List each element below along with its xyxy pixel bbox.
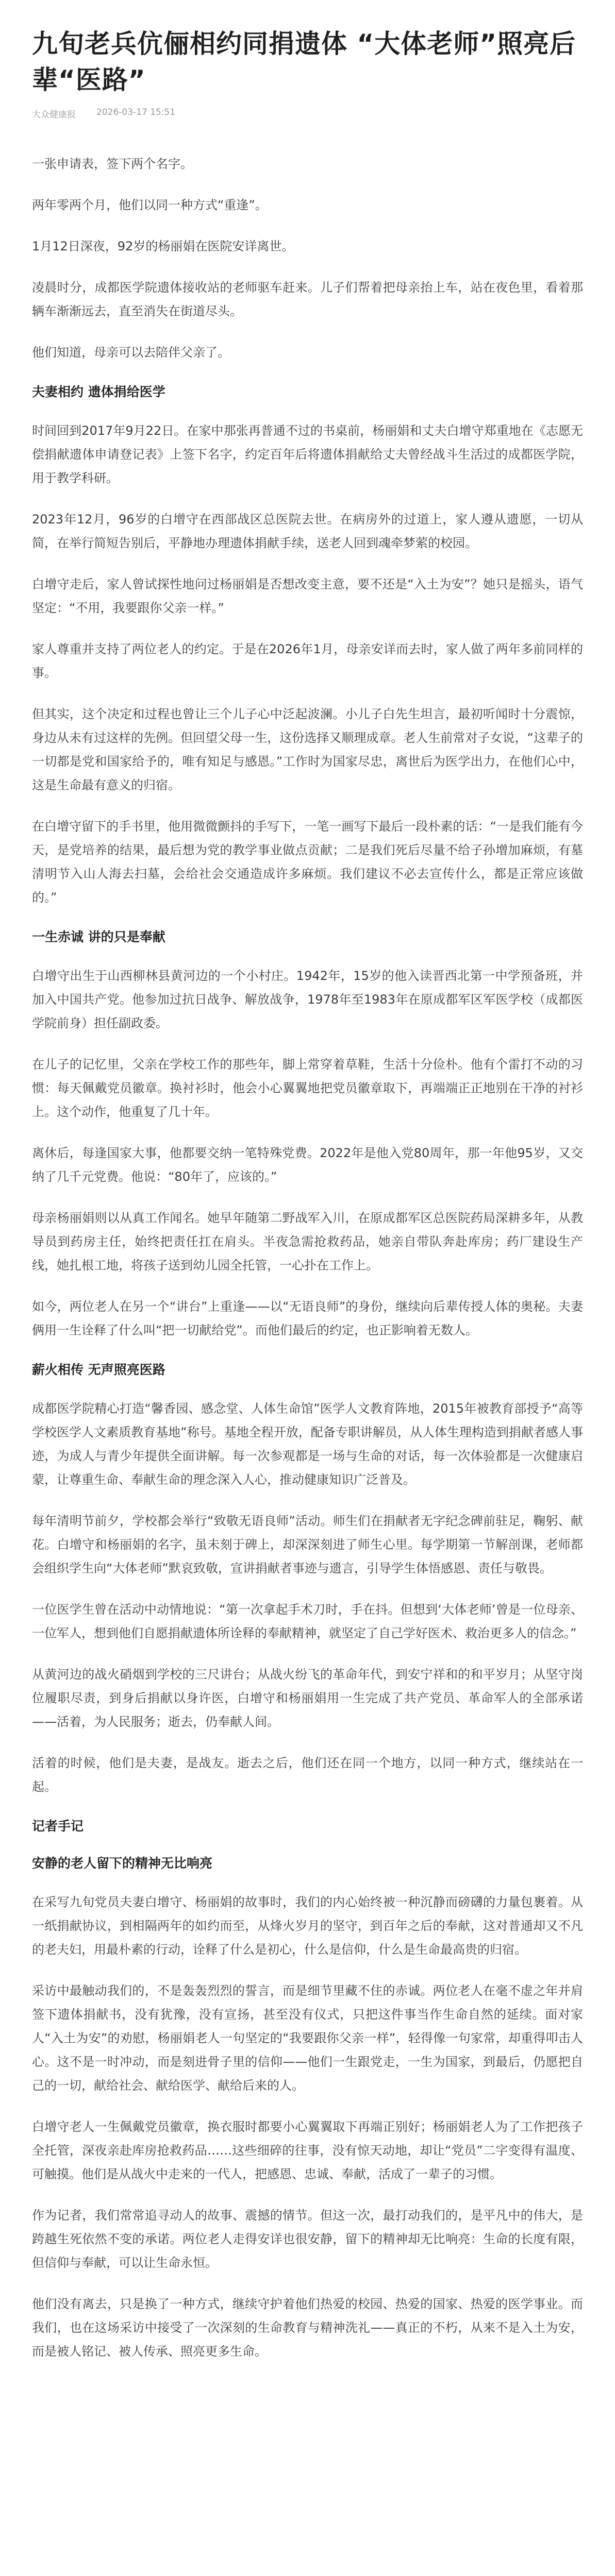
section-heading: 一生赤诚 讲的只是奉献 [32,929,165,944]
paragraph: 成都医学院精心打造“馨香园、感念堂、人体生命馆”医学人文教育阵地，2015年被教育部授予“高等学校医学人文素质教育基地”称号。基地全程开放，配备专职讲解员，从人体生理构造到捐献者感人事迹，为成人与青少年提供全面讲解。每一次参观都是一场与生命的对话，每一次体验都是一次健康启蒙，让尊重生命、奉献生命的理念深入人心，推动健康知识广泛普及。 [32,1401,583,1487]
paragraph: 家人尊重并支持了两位老人的约定。于是在2026年1月，母亲安详而去时，家人做了两年多前同样的事。 [32,642,583,680]
paragraph: 作为记者，我们常常追寻动人的故事、震撼的情节。但这一次，最打动我们的，是平凡中的伟大，是跨越生死依然不变的承诺。两位老人走得安详也很安静，留下的精神却无比响亮：生命的长度有限，但信仰与奉献，可以让生命永恒。 [32,2208,583,2270]
paragraph: 在儿子的记忆里，父亲在学校工作的那些年，脚上常穿着草鞋，生活十分俭朴。他有个雷打不动的习惯：每天佩戴党员徽章。换衬衫时，他会小心翼翼地把党员徽章取下，再端端正正地别在干净的衬衫上。这个动作，他重复了几十年。 [32,1057,583,1119]
article-source[interactable]: 大众健康报 [32,110,76,120]
article-title: 九旬老兵伉俪相约同捐遗体 “大体老师”照亮后辈“医路” [32,29,576,95]
paragraph: 每年清明节前夕，学校都会举行“致敬无语良师”活动。师生们在捐献者无字纪念碑前驻足，鞠躬、献花。白增守和杨丽娟的名字，虽未刻于碑上，却深深刻进了师生心里。每学期第一节解剖课，老师都会组织学生向“大体老师”默哀致敬，宣讲捐献者事迹与遗言，引导学生体悟感恩、责任与敬畏。 [32,1514,583,1575]
paragraph: 母亲杨丽娟则以从真工作闻名。她早年随第二野战军入川，在原成都军区总医院药局深耕多年，从教导员到药房主任，始终把责任扛在肩头。半夜急需抢救药品，她亲自带队奔赴库房；药厂建设生产线，她扎根工地，将孩子送到幼儿园全托管，一心扑在工作上。 [32,1211,583,1273]
section-heading: 夫妻相约 遗体捐给医学 [32,384,165,399]
paragraph: 他们没有离去，只是换了一种方式，继续守护着他们热爱的校园、热爱的国家、热爱的医学事业。而我们，也在这场采访中接受了一次深刻的生命教育与精神洗礼——真正的不朽，从来不是入土为安，而是被人铭记、被人传承、照亮更多生命。 [32,2297,583,2359]
article-body [32,152,583,2363]
paragraph: 1月12日深夜，92岁的杨丽娟在医院安详离世。 [32,239,294,253]
article-meta [32,107,583,120]
paragraph: 两年零两个月，他们以同一种方式“重逢”。 [32,198,268,212]
paragraph: 他们知道，母亲可以去陪伴父亲了。 [32,345,230,360]
paragraph: 在采写九旬党员夫妻白增守、杨丽娟的故事时，我们的内心始终被一种沉静而磅礴的力量包裹着。从一纸捐献协议，到相隔两年的如约而至，从烽火岁月的坚守，到百年之后的奉献，这对普通却又不凡的老夫妇，用最朴素的行动，诠释了什么是初心，什么是信仰，什么是生命最高贵的归宿。 [32,1895,583,1957]
paragraph: 凌晨时分，成都医学院遗体接收站的老师驱车赶来。儿子们帮着把母亲抬上车，站在夜色里，看着那辆车渐渐远去，直至消失在街道尽头。 [32,280,583,318]
paragraph: 活着的时候，他们是夫妻，是战友。逝去之后，他们还在同一个地方，以同一种方式，继续站在一起。 [32,1756,583,1794]
paragraph: 离休后，每逢国家大事，他都要交纳一笔特殊党费。2022年是他入党80周年，那一年他95岁，又交纳了几千元党费。他说：“80年了，应该的。” [32,1146,583,1184]
section-heading: 记者手记 [32,1819,84,1834]
paragraph: 但其实，这个决定和过程也曾让三个儿子心中泛起波澜。小儿子白先生坦言，最初听闻时十分震惊，身边从未有过这样的先例。但回望父母一生，这份选择又顺理成章。老人生前常对子女说，“这辈子的一切都是党和国家给予的，唯有知足与感恩。”工作时为国家尽忠，离世后为医学出力，在他们心中，这是生命最有意义的归宿。 [32,707,583,792]
article-datetime: 2026-03-17 15:51 [96,107,176,117]
paragraph: 白增守出生于山西柳林县黄河边的一个小村庄。1942年，15岁的他入读晋西北第一中学预备班，并加入中国共产党。他参加过抗日战争、解放战争，1978年至1983年在原成都军区军医学校（成都医学院前身）担任副政委。 [32,969,583,1030]
paragraph: 一位医学生曾在活动中动情地说：“第一次拿起手术刀时，手在抖。但想到‘大体老师’曾是一位母亲、一位军人，想到他们自愿捐献遗体所诠释的奉献精神，就坚定了自己学好医术、救治更多人的信念。” [32,1602,583,1640]
section-heading: 安静的老人留下的精神无比响亮 [32,1856,213,1871]
paragraph: 从黄河边的战火硝烟到学校的三尺讲台；从战火纷飞的革命年代，到安宁祥和的和平岁月；从坚守岗位履职尽责，到身后捐献以身许医，白增守和杨丽娟用一生完成了共产党员、革命军人的全部承诺——活着，为人民服务；逝去，仍奉献人间。 [32,1667,583,1729]
paragraph: 2023年12月，96岁的白增守在西部战区总医院去世。在病房外的过道上，家人遵从遗愿，一切从简，在举行简短告别后，平静地办理遗体捐献手续，送老人回到魂牵梦萦的校园。 [32,512,583,550]
paragraph: 时间回到2017年9月22日。在家中那张再普通不过的书桌前，杨丽娟和丈夫白增守郑重地在《志愿无偿捐献遗体申请登记表》上签下名字，约定百年后将遗体捐献给丈夫曾经战斗生活过的成都医学院，用于教学科研。 [32,423,583,485]
paragraph: 如今，两位老人在另一个“讲台”上重逢——以“无语良师”的身份，继续向后辈传授人体的奥秘。夫妻俩用一生诠释了什么叫“把一切献给党”。而他们最后的约定，也正影响着无数人。 [32,1299,583,1337]
paragraph: 一张申请表，签下两个名字。 [32,157,193,171]
paragraph: 白增守走后，家人曾试探性地问过杨丽娟是否想改变主意，要不还是“入土为安”？她只是摇头，语气坚定：“不用，我要跟你父亲一样。” [32,577,583,615]
paragraph: 在白增守留下的手书里，他用微微颤抖的手写下，一笔一画写下最后一段朴素的话：“一是我们能有今天，是党培养的结果，最后想为党的教学事业做点贡献；二是我们死后尽量不给子孙增加麻烦，有墓清明节入山人海去扫墓，会给社会交通造成许多麻烦。我们建议不必去宣传什么，都是正常应该做的。” [32,819,583,905]
paragraph: 白增守老人一生佩戴党员徽章，换衣服时都要小心翼翼取下再端正别好；杨丽娟老人为了工作把孩子全托管，深夜亲赴库房抢救药品……这些细碎的往事，没有惊天动地，却让“党员”二字变得有温度、可触摸。他们是从战火中走来的一代人，把感恩、忠诚、奉献，活成了一辈子的习惯。 [32,2120,583,2181]
paragraph: 采访中最触动我们的，不是轰轰烈烈的誓言，而是细节里藏不住的赤诚。两位老人在毫不虚之年并肩签下遗体捐献书，没有犹豫，没有宣扬，甚至没有仪式，只把这件事当作生命自然的延续。面对家人“入土为安”的劝慰，杨丽娟老人一句坚定的“我要跟你父亲一样”，轻得像一句家常，却重得叩击人心。这不是一时冲动，而是刻进骨子里的信仰——他们一生跟党走，一生为国家，到最后，仍愿把自己的一切，献给社会、献给医学、献给后来的人。 [32,1984,583,2093]
section-heading: 薪火相传 无声照亮医路 [32,1362,165,1377]
